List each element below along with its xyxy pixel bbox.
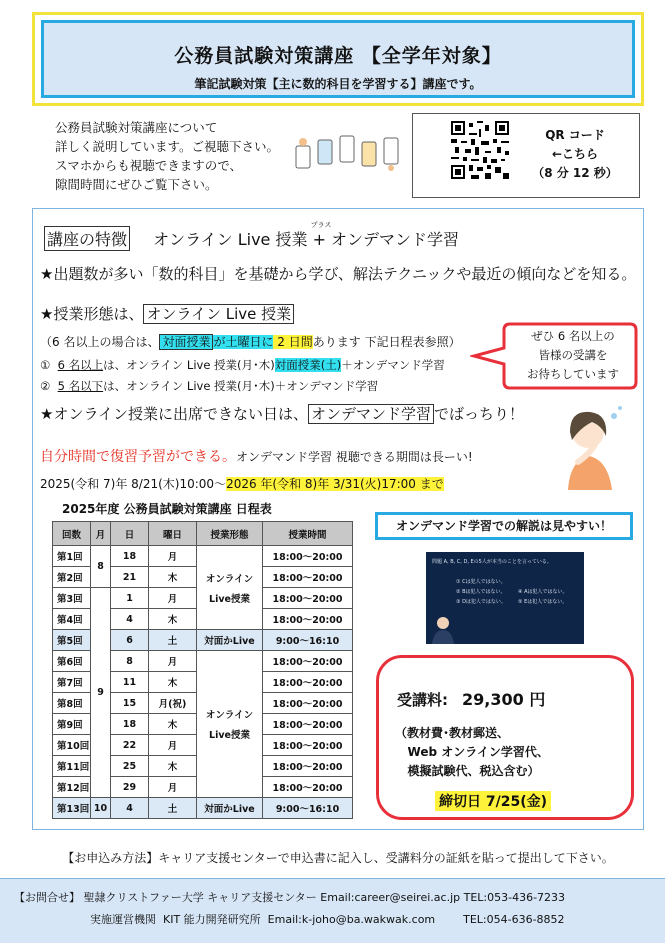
lecture-video-thumbnail[interactable] (426, 552, 584, 644)
viewing-period-start: 2025(令和 7)年 8/21(木)10:00～ (40, 477, 227, 491)
session-cell: 第1回 (53, 546, 91, 567)
plus-sign: + (312, 230, 326, 249)
header-cell: 授業形態 (197, 522, 263, 546)
month-cell: 10 (91, 798, 111, 819)
slide-text: ⑤ Eは犯人ではない。 (518, 599, 568, 605)
bubble-line: お待ちしています (527, 367, 619, 381)
header-cell: 授業時間 (263, 522, 353, 546)
header-cell: 日 (111, 522, 149, 546)
fee-inclusion-line: （教材費･教材郵送、 (395, 726, 510, 740)
session-cell: 第7回 (53, 672, 91, 693)
speech-bubble-text (508, 327, 638, 384)
viewing-period-end: 2026 年(令和 8)年 3/31(火)17:00 まで (226, 477, 444, 491)
session-cell: 第8回 (53, 693, 91, 714)
day-cell: 6 (111, 630, 149, 651)
feature-point-2-prefix: ★授業形態は、 (40, 305, 144, 323)
day-cell: 29 (111, 777, 149, 798)
contact-line-operator: 実施運営機関 KIT 能力開発研究所 Email:k-joho@ba.wakwak.com TEL:054-636-8852 (90, 913, 565, 926)
time-cell: 18:00～20:00 (263, 651, 353, 672)
time-cell: 18:00～20:00 (263, 567, 353, 588)
features-title (153, 221, 460, 249)
header-cell: 月 (91, 522, 111, 546)
form-text: Live授業 (209, 593, 250, 605)
slide-text: 問題 A, B, C, D, Eの5人が本当のことを言っている。 (432, 559, 552, 565)
fee-inclusion-line: 模擬試験代、税込含む） (395, 764, 540, 778)
slide-text: ① Cは犯人ではない。 (456, 579, 506, 585)
features-label: 講座の特徴 (44, 226, 130, 251)
intro-line: 公務員試験対策講座について (55, 120, 218, 135)
case-5-or-fewer (40, 378, 378, 394)
qr-code-icon[interactable] (451, 121, 509, 179)
feature-point-3-suffix: でばっちり！ (434, 405, 525, 423)
day-cell: 21 (111, 567, 149, 588)
contact-panel (0, 878, 665, 943)
feature-point-3 (40, 403, 524, 424)
note-highlight-days: 2 日間 (273, 335, 313, 349)
intro-line: 詳しく説明しています。ご視聴下さい。 (55, 139, 280, 154)
session-cell: 第6回 (53, 651, 91, 672)
weekday-cell: 木 (149, 672, 197, 693)
month-cell: 9 (91, 588, 111, 798)
form-text: Live授業 (209, 730, 250, 741)
header-frame (32, 12, 644, 106)
case-text-tail: オンデマンド学習 (286, 379, 379, 393)
fee-amount: 29,300 円 (462, 690, 546, 709)
plus-ruby: プラス (310, 221, 332, 229)
time-cell: 9:00～16:10 (263, 798, 353, 819)
qr-label-line: ←こちら (551, 147, 599, 161)
case-number: ① (40, 358, 51, 372)
session-cell: 第9回 (53, 714, 91, 735)
form-cell: 対面かLive (197, 798, 263, 819)
header-cell: 曜日 (149, 522, 197, 546)
table-row (53, 798, 353, 819)
feature-point-1: ★出題数が多い「数的科目」を基礎から学び、解法テクニックや最近の傾向などを知る。 (40, 265, 637, 283)
fee-inclusion-line: Web オンライン学習代、 (395, 745, 549, 759)
qr-code-label (525, 126, 625, 183)
session-cell: 第12回 (53, 777, 91, 798)
day-cell: 18 (111, 546, 149, 567)
smartphones-illustration (292, 132, 404, 172)
weekday-cell: 月 (149, 651, 197, 672)
session-cell: 第10回 (53, 735, 91, 756)
intro-text (55, 118, 279, 194)
session-cell: 第11回 (53, 756, 91, 777)
session-cell: 第4回 (53, 609, 91, 630)
time-cell: 18:00～20:00 (263, 735, 353, 756)
intro-line: スマホからも視聴できますので、 (55, 158, 243, 173)
form-cell (197, 546, 263, 630)
day-cell: 25 (111, 756, 149, 777)
weekday-cell: 土 (149, 798, 197, 819)
time-cell: 18:00～20:00 (263, 693, 353, 714)
session-cell: 第5回 (53, 630, 91, 651)
page-title: 公務員試験対策講座 【全学年対象】 (174, 45, 502, 67)
slide-text: ② Bは犯人ではない。 (456, 589, 506, 595)
qr-label-line: QR コード (545, 128, 605, 142)
slide-text: ③ Dは犯人ではない。 (456, 599, 506, 605)
self-study-note (40, 446, 473, 466)
note-highlight-face: 対面授業 (159, 334, 213, 350)
day-cell: 15 (111, 693, 149, 714)
session-cell: 第13回 (53, 798, 91, 819)
case-text-tail: オンデマンド学習 (352, 358, 445, 372)
session-cell: 第2回 (53, 567, 91, 588)
features-heading (44, 221, 460, 251)
form-text: オンライン (205, 573, 254, 585)
bubble-line: 皆様の受講を (538, 348, 608, 362)
feature-point-2-boxed: オンライン Live 授業 (143, 304, 294, 324)
time-cell: 18:00～20:00 (263, 672, 353, 693)
time-cell: 9:00～16:10 (263, 630, 353, 651)
case-highlight: 対面授業(土) (274, 358, 342, 372)
time-cell: 18:00～20:00 (263, 756, 353, 777)
fee-label: 受講料: (397, 691, 448, 709)
deadline: 締切日 7/25(金) (435, 791, 551, 811)
case-text: は、オンライン Live 授業(月･木) (103, 358, 275, 372)
features-title-a: オンライン Live 授業 (153, 230, 313, 249)
self-study-text: オンデマンド学習 視聴できる期間は長ーい! (236, 450, 473, 464)
day-cell: 18 (111, 714, 149, 735)
time-cell: 18:00～20:00 (263, 588, 353, 609)
qr-code-box (412, 113, 640, 198)
time-cell: 18:00～20:00 (263, 609, 353, 630)
day-cell: 22 (111, 735, 149, 756)
weekday-cell: 土 (149, 630, 197, 651)
case-6-or-more (40, 357, 445, 373)
day-cell: 1 (111, 588, 149, 609)
note-text-tail: あります 下記日程表参照） (312, 335, 461, 349)
case-number: ② (40, 379, 51, 393)
table-header-row (53, 522, 353, 546)
weekday-cell: 木 (149, 567, 197, 588)
weekday-cell: 木 (149, 714, 197, 735)
intro-line: 隙間時間にぜひご覧下さい。 (55, 177, 218, 192)
form-text: オンライン (205, 710, 254, 721)
table-row (53, 546, 353, 567)
plus-with-ruby (310, 221, 332, 249)
weekday-cell: 木 (149, 756, 197, 777)
feature-point-3-boxed: オンデマンド学習 (308, 404, 434, 424)
feature-point-3-prefix: ★オンライン授業に出席できない日は、 (40, 405, 308, 423)
session-cell: 第3回 (53, 588, 91, 609)
slide-text: ④ Aは犯人ではない。 (518, 589, 568, 595)
note-text: （6 名以上の場合は、 (40, 335, 160, 349)
lecturer-icon (430, 614, 456, 644)
weekday-cell: 木 (149, 609, 197, 630)
day-cell: 4 (111, 609, 149, 630)
weekday-cell: 月 (149, 735, 197, 756)
ondemand-label: オンデマンド学習での解説は見やすい！ (375, 512, 633, 540)
case-condition: 5 名以下 (57, 379, 104, 393)
fee-box (376, 655, 634, 820)
weekday-cell: 月 (149, 588, 197, 609)
time-cell: 18:00～20:00 (263, 714, 353, 735)
day-cell: 11 (111, 672, 149, 693)
contact-line-university: 【お問合せ】 聖隷クリストファー大学 キャリア支援センター Email:career@seirei.ac.jp TEL:053-436-7233 (14, 891, 566, 904)
plus-sign: ＋ (341, 358, 353, 372)
schedule-table (52, 521, 353, 819)
fee-inclusions (395, 724, 549, 781)
header-cell: 回数 (53, 522, 91, 546)
weekday-cell: 月 (149, 546, 197, 567)
case-text: は、オンライン Live 授業(月･木) (103, 379, 275, 393)
page-subtitle: 筆記試験対策【主に数的科目を学習する】講座です。 (194, 77, 482, 91)
features-title-b: オンデマンド学習 (325, 230, 460, 249)
header-panel (41, 20, 635, 98)
self-study-highlight: 自分時間で復習予習ができる。 (40, 449, 236, 465)
bubble-line: ぜひ 6 名以上の (531, 329, 615, 343)
feature-point-2 (40, 303, 294, 324)
time-cell: 18:00～20:00 (263, 777, 353, 798)
face-to-face-note (40, 333, 461, 350)
day-cell: 4 (111, 798, 149, 819)
fee-line (397, 687, 545, 710)
note-highlight-saturday: が土曜日に (213, 335, 274, 349)
schedule-title: 2025年度 公務員試験対策講座 日程表 (62, 502, 272, 516)
weekday-cell: 月(祝) (149, 693, 197, 714)
case-condition: 6 名以上 (57, 358, 104, 372)
weekday-cell: 月 (149, 777, 197, 798)
form-cell (197, 651, 263, 798)
qr-label-line: （8 分 12 秒） (532, 166, 618, 180)
viewing-period (40, 475, 444, 492)
day-cell: 8 (111, 651, 149, 672)
month-cell: 8 (91, 546, 111, 588)
time-cell: 18:00～20:00 (263, 546, 353, 567)
thinking-woman-illustration (548, 400, 630, 495)
application-method: 【お申込み方法】キャリア支援センターで申込書に記入し、受講料分の証紙を貼って提出して下さい。 (62, 851, 614, 865)
plus-sign: ＋ (274, 379, 287, 393)
form-cell: 対面かLive (197, 630, 263, 651)
